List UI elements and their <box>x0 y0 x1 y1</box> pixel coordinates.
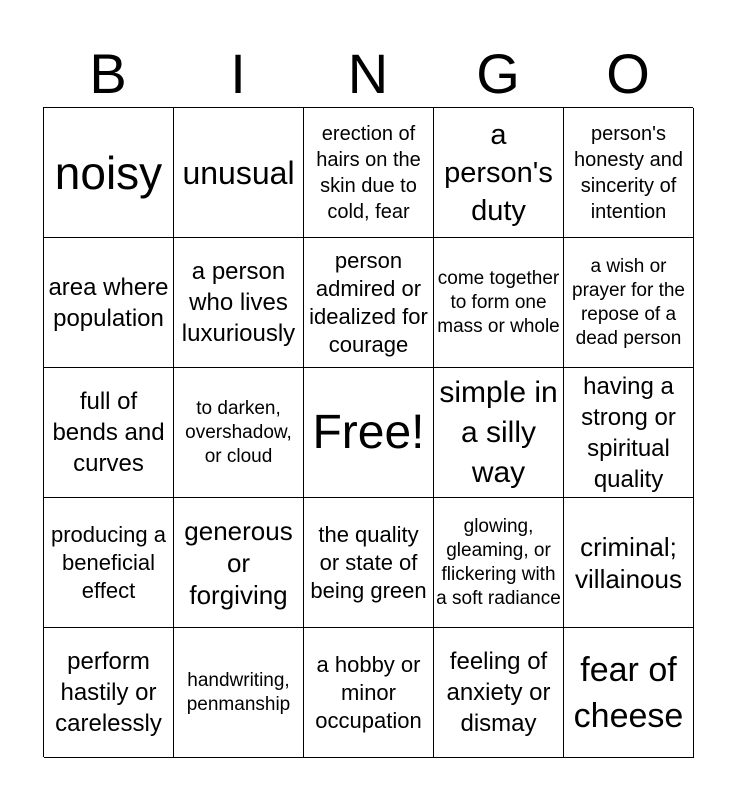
free-space-text: Free! <box>312 405 425 459</box>
bingo-cell-r1-c4[interactable] <box>434 108 564 238</box>
bingo-cell-r5-c2[interactable] <box>174 628 304 758</box>
cell-text: simple in a silly way <box>439 375 558 489</box>
cell-text: feeling of anxiety or dismay <box>446 648 551 737</box>
header-letter-g: G <box>476 42 520 105</box>
header-letter-b: B <box>89 42 127 105</box>
cell-text: fear of cheese <box>573 650 684 735</box>
cell-text: full of bends and curves <box>52 388 165 477</box>
bingo-cell-r4-c3[interactable] <box>304 498 434 628</box>
bingo-cell-r5-c5[interactable] <box>564 628 694 758</box>
bingo-cell-r4-c5[interactable] <box>564 498 694 628</box>
cell-text: come together to form one mass or whole <box>437 267 560 337</box>
cell-text: a wish or prayer for the repose of a dead person <box>572 255 685 349</box>
bingo-cell-r1-c1[interactable] <box>44 108 174 238</box>
cell-text: person's honesty and sincerity of intention <box>574 122 683 223</box>
bingo-header <box>43 40 693 108</box>
cell-text: the quality or state of being green <box>310 521 427 603</box>
bingo-cell-r2-c2[interactable] <box>174 238 304 368</box>
cell-text: to darken, overshadow, or cloud <box>185 397 292 467</box>
bingo-cell-r3-c2[interactable] <box>174 368 304 498</box>
bingo-cell-r4-c1[interactable] <box>44 498 174 628</box>
header-letter-n: N <box>347 42 389 105</box>
bingo-cell-r3-c4[interactable] <box>434 368 564 498</box>
bingo-cell-r2-c4[interactable] <box>434 238 564 368</box>
cell-text: handwriting, penmanship <box>186 669 291 715</box>
cell-text: person admired or idealized for courage <box>309 247 428 357</box>
header-letter-o: O <box>606 42 650 105</box>
bingo-cell-r2-c5[interactable] <box>564 238 694 368</box>
cell-text: noisy <box>54 146 163 199</box>
header-letter-i: I <box>230 42 246 105</box>
bingo-cell-r5-c1[interactable] <box>44 628 174 758</box>
bingo-cell-r2-c1[interactable] <box>44 238 174 368</box>
cell-text: area where population <box>48 273 169 332</box>
bingo-grid <box>43 107 693 757</box>
bingo-cell-r2-c3[interactable] <box>304 238 434 368</box>
cell-text: erection of hairs on the skin due to cold, fear <box>316 122 421 223</box>
cell-text: a hobby or minor occupation <box>315 651 422 733</box>
bingo-cell-r1-c5[interactable] <box>564 108 694 238</box>
bingo-cell-r4-c2[interactable] <box>174 498 304 628</box>
bingo-cell-r1-c2[interactable] <box>174 108 304 238</box>
cell-text: producing a beneficial effect <box>51 521 166 603</box>
cell-text: perform hastily or carelessly <box>55 648 162 737</box>
bingo-cell-r3-c5[interactable] <box>564 368 694 498</box>
cell-text: unusual <box>182 154 295 191</box>
cell-text: generous or forgiving <box>184 515 293 610</box>
bingo-cell-r5-c3[interactable] <box>304 628 434 758</box>
cell-text: glowing, gleaming, or flickering with a soft radiance <box>436 515 561 609</box>
bingo-cell-r3-c1[interactable] <box>44 368 174 498</box>
cell-text: criminal; villainous <box>575 531 682 594</box>
cell-text: a person's duty <box>444 118 553 227</box>
bingo-cell-r5-c4[interactable] <box>434 628 564 758</box>
cell-text: a person who lives luxuriously <box>181 258 296 347</box>
bingo-cell-r4-c4[interactable] <box>434 498 564 628</box>
cell-text: having a strong or spiritual quality <box>581 372 676 493</box>
bingo-cell-r1-c3[interactable] <box>304 108 434 238</box>
bingo-cell-free[interactable] <box>304 368 434 498</box>
